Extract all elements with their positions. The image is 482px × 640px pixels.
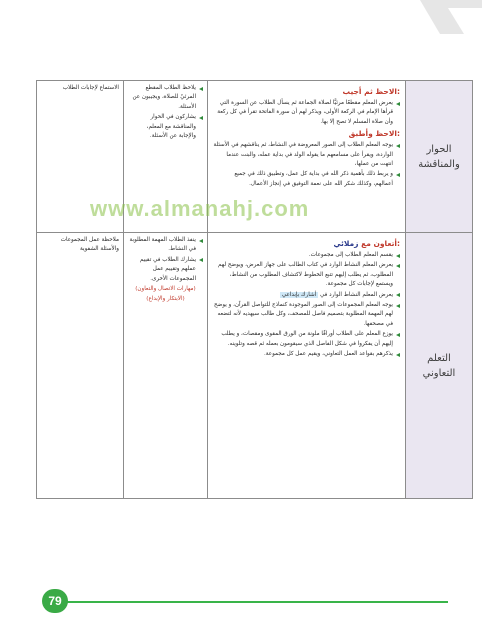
page-number: 79 (42, 589, 68, 613)
section-heading (213, 239, 400, 248)
procedure-item: يذكرهم بقواعد العمل التعاوني، ويقيم عمل كل مجموعة. (213, 350, 400, 359)
procedure-item: يعرض المعلم النشاط الوارد في كتاب الطالب على جهاز العرض، ويوضح لهم المطلوب، ثم يطلب إليهم تتبع الخطوط لاكتشاف المطلوب من النشاط، ويستمع لإجابات كل مجموعة. (213, 261, 400, 289)
strategy-title-line: التعلم (427, 352, 451, 364)
procedure-item: يوزع المعلم على الطلاب أوراقًا ملونة من الورق المقوى ومقصات، و يطلب إليهم أن يفكروا في شكل الفاصل الذي سيقومون بعمله ثم قصه وتلوينه. (213, 330, 400, 349)
section-heading: الاحظ وأطبق: (348, 129, 400, 139)
watermark: www.almanahj.com (90, 196, 310, 221)
heading-prefix: أتعاون مع (358, 239, 397, 248)
activity-item: يلاحظ الطلاب المقطع المرئيّ للصلاة، ويجيبون عن الأسئلة. (128, 84, 203, 112)
procedure-item: يوجه المعلم الطلاب إلى الصور المعروضة في النشاط، ثم يناقشهم في الأسئلة الواردة، ويقرأ على مسامعهم ما يقوله الولد في بداية عمله، والبنت عندما انتهت من عملها، (213, 141, 400, 169)
skill-label: (الابتكار والإبداع) (146, 296, 185, 303)
activity-item: يشارك الطلاب في تقييم عملهم وتقييم عمل المجموعات الأخرى. (128, 256, 203, 284)
procedure-item (213, 291, 400, 300)
skill-label: (مهارات الاتصال والتعاون) (135, 286, 196, 293)
strategy-title-line: التعاوني (422, 367, 456, 379)
student-activities-cell (124, 81, 208, 233)
procedure-item: يعرض المعلم مقطعًا مرئيًّا لصلاة الجماعة ثم يسأل الطلاب عن السورة التي قرأها الإمام في الركعة الأولى، ويذكر لهم أن سورة الفاتحة تقرأ في كل ركعة وأن صلاة المسلم لا تصح إلا بها. (213, 99, 400, 127)
evaluation-cell (37, 81, 124, 233)
procedures-cell (208, 233, 406, 499)
evaluation-text: ملاحظة عمل المجموعات والأسئلة الشفوية (60, 237, 119, 253)
activity-item: يشاركون في الحوار والمناقشة مع المعلم، والإجابة عن الأسئلة. (128, 113, 203, 141)
procedure-item: يقسم المعلم الطلاب إلى مجموعات. (213, 251, 400, 260)
procedure-text: يعرض المعلم النشاط الوارد في (319, 291, 393, 298)
table-row (37, 233, 473, 499)
activity-item: ينفذ الطلاب المهمة المطلوبة في النشاط. (128, 236, 203, 255)
corner-tab-decoration (420, 0, 482, 34)
strategy-title-line: والمناقشة (418, 158, 460, 170)
heading-underlined: زملائي (333, 239, 359, 248)
procedure-item: يوجه المعلم المجموعات إلى الصور الموجودة كنماذج للتواصل القرآن، و يوضح لهم المهمة المطلوبة بتصميم فاصل للمصحف، وكل طالب سيهديه لأنه لتضعه في مصحفها. (213, 301, 400, 329)
lesson-plan-table (36, 80, 473, 499)
table-row (37, 81, 473, 233)
evaluation-cell (37, 233, 124, 499)
heading-suffix: : (397, 239, 400, 248)
procedures-cell (208, 81, 406, 233)
section-heading: الاحظ ثم أجيب: (342, 87, 400, 96)
strategy-title-line: الحوار (426, 143, 452, 155)
evaluation-text: الاستماع لإجابات الطلاب (62, 85, 119, 91)
footer-rule (58, 601, 448, 603)
student-activities-cell (124, 233, 208, 499)
procedure-item: و يربط ذلك بأهمية ذكر الله في بداية كل عمل، وتطبيق ذلك في جميع أعمالهم، وكذلك شكر الله على نعمة التوفيق في إنجاز الأعمال. (213, 170, 400, 189)
highlight-label: أشارك بإبداعي (281, 291, 317, 298)
strategy-title-cell (406, 81, 473, 233)
strategy-title-cell (406, 233, 473, 499)
